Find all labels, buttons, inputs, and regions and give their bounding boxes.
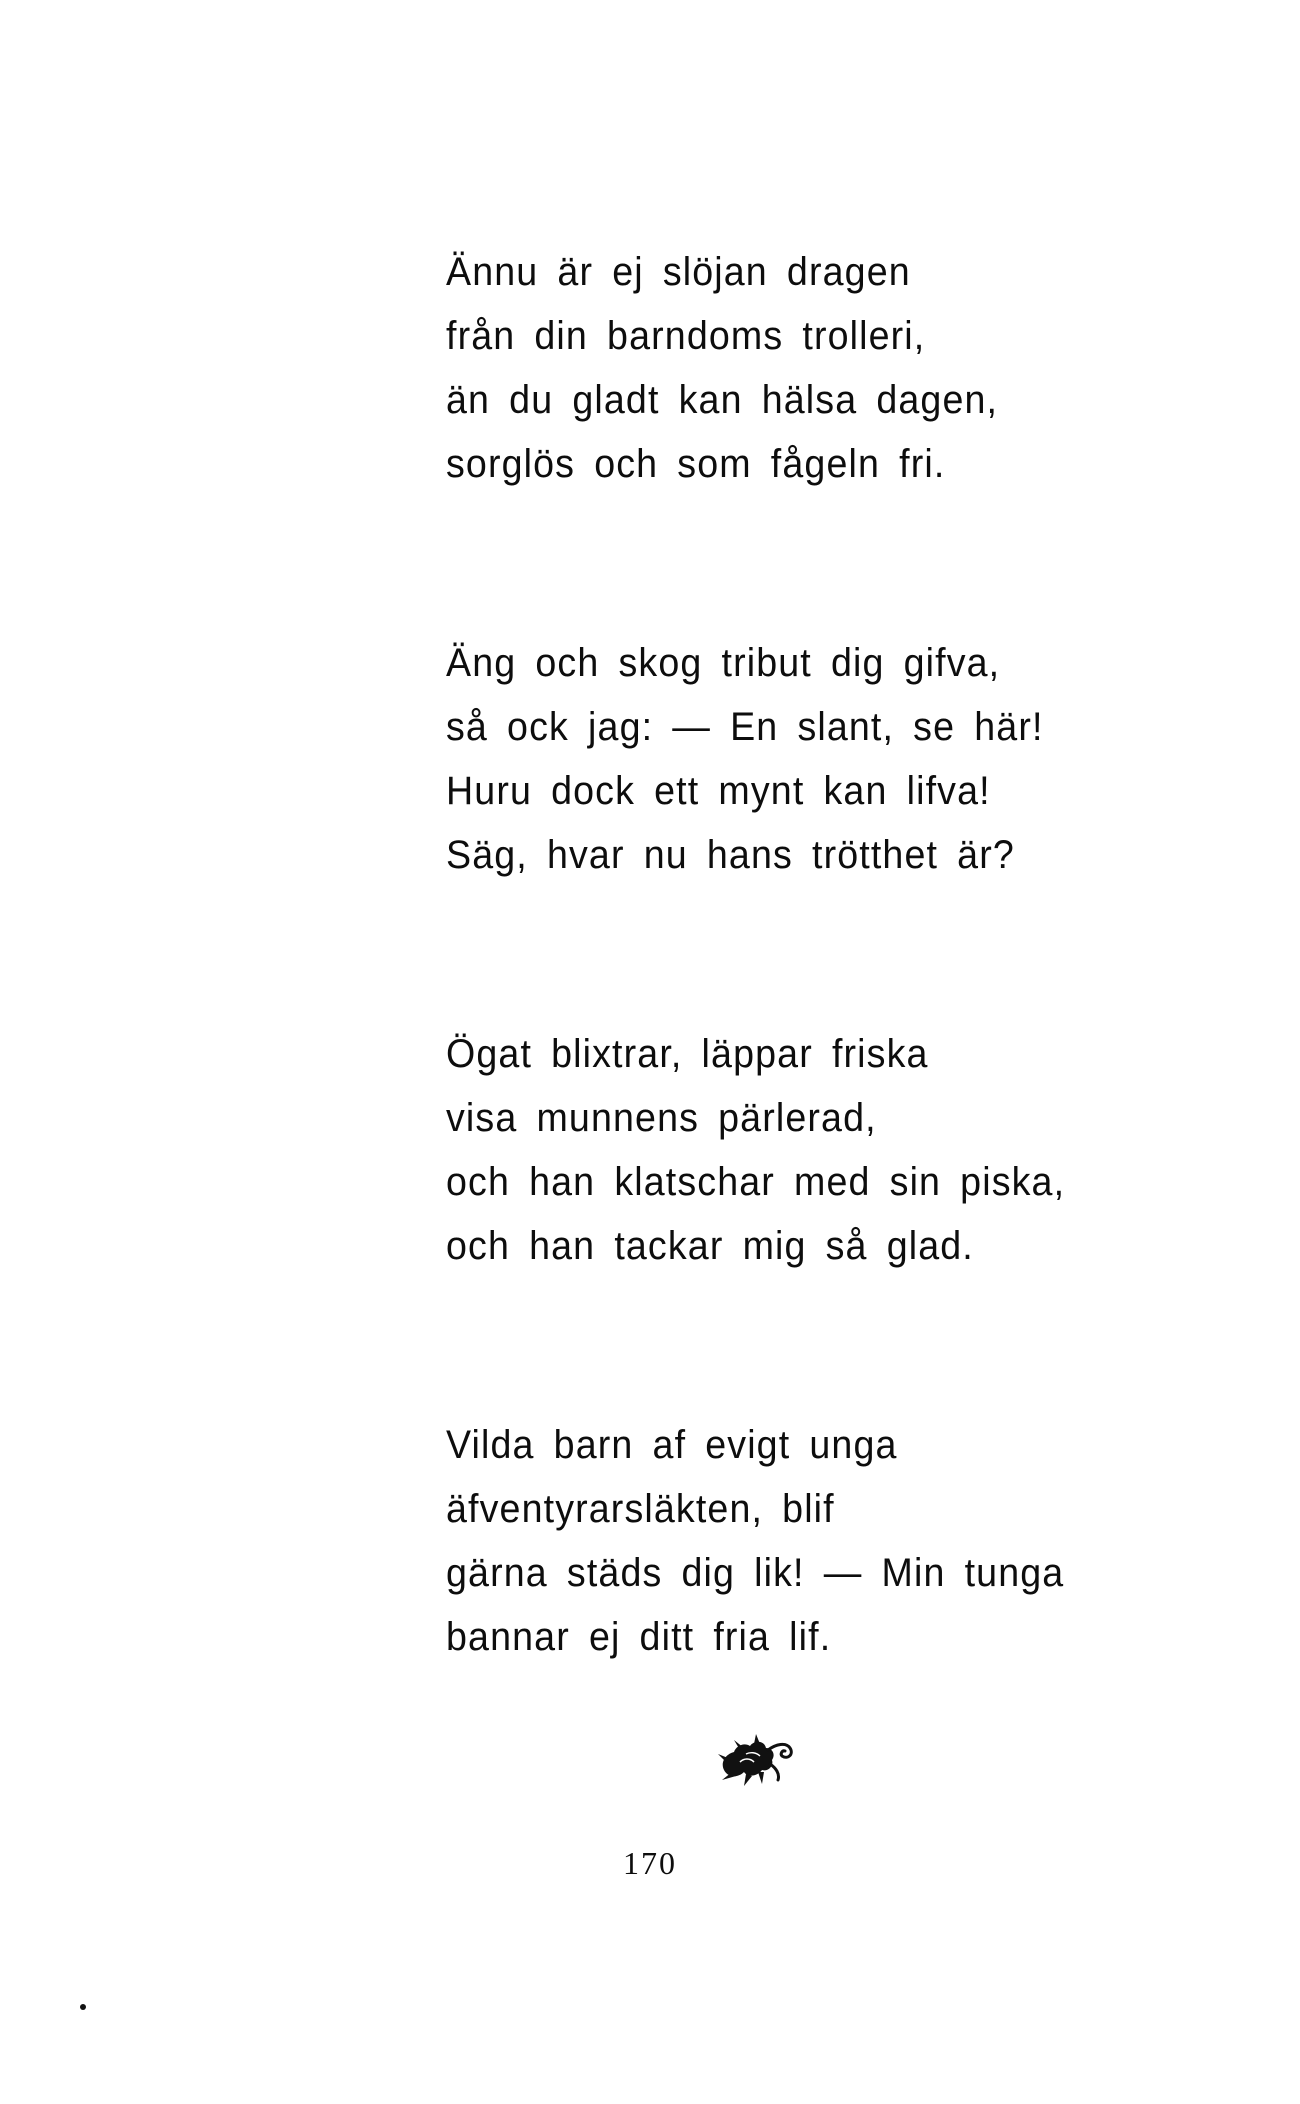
poem-line: så ock jag: — En slant, se här! [446,705,1044,749]
poem-line: gärna städs dig lik! — Min tunga [446,1551,1065,1595]
poem-line: Säg, hvar nu hans trötthet är? [446,833,1015,877]
print-speck [80,2004,86,2010]
poem-line: Vilda barn af evigt unga [446,1423,898,1467]
poem-line: än du gladt kan hälsa dagen, [446,378,999,422]
poem-line: Huru dock ett mynt kan lifva! [446,769,991,813]
stanza-1 [446,240,1166,496]
stanza-2 [446,631,1166,887]
stanza-3 [446,1022,1166,1278]
poem-line: och han klatschar med sin piska, [446,1160,1066,1204]
poem-line: Ögat blixtrar, läppar friska [446,1032,929,1076]
poem-line: visa munnens pärlerad, [446,1096,877,1140]
poem-line: äfventyrarsläkten, blif [446,1487,835,1531]
poem-line: och han tackar mig så glad. [446,1224,974,1268]
poem [446,240,1166,1669]
floral-vignette-icon [710,1728,800,1788]
poem-line: Äng och skog tribut dig gifva, [446,641,1001,685]
poem-line: sorglös och som fågeln fri. [446,442,946,486]
poem-line: bannar ej ditt fria lif. [446,1615,832,1659]
poem-line: från din barndoms trolleri, [446,314,926,358]
poem-line: Ännu är ej slöjan dragen [446,250,911,294]
page-number: 170 [623,1845,677,1881]
stanza-4 [446,1413,1166,1669]
